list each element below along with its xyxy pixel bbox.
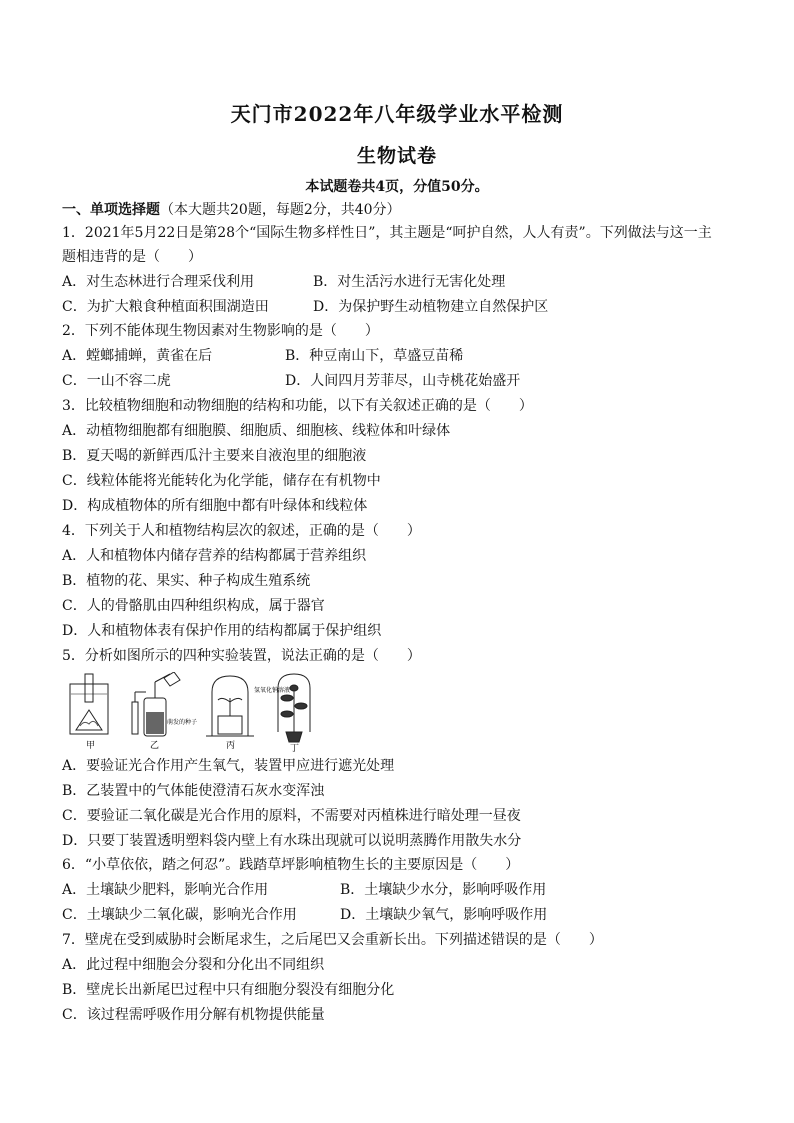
- q3-option-c: C．线粒体能将光能转化为化学能，储存在有机物中: [62, 473, 381, 489]
- q1-option-d: D．为保护野生动植物建立自然保护区: [313, 299, 549, 315]
- q6-option-c: C．土壤缺少二氧化碳，影响光合作用: [62, 907, 297, 923]
- q2-option-c: C．一山不容二虎: [62, 373, 171, 389]
- q3-option-b: B．夏天喝的新鲜西瓜汁主要来自液泡里的细胞液: [62, 448, 367, 464]
- q1-option-a: A．对生态林进行合理采伐利用: [62, 274, 255, 290]
- experiment-figure: [66, 672, 316, 752]
- q2-option-a: A．螳螂捕蝉，黄雀在后: [62, 348, 213, 364]
- q5-stem: 5．分析如图所示的四种实验装置，说法正确的是（ ）: [62, 648, 421, 664]
- q4-option-d: D．人和植物体表有保护作用的结构都属于保护组织: [62, 623, 382, 639]
- fig-label-bing: 丙: [226, 741, 236, 751]
- q1-option-b: B．对生活污水进行无害化处理: [313, 274, 506, 290]
- q5-option-a: A．要验证光合作用产生氧气，装置甲应进行遮光处理: [62, 758, 395, 774]
- fig-label-jia: 甲: [86, 741, 96, 751]
- exam-subtitle: 生物试卷: [356, 145, 437, 167]
- q4-stem: 4．下列关于人和植物结构层次的叙述，正确的是（ ）: [62, 523, 421, 539]
- fig-label-ding: 丁: [290, 744, 300, 752]
- q5-option-b: B．乙装置中的气体能使澄清石灰水变浑浊: [62, 783, 325, 799]
- q3-stem: 3．比较植物细胞和动物细胞的结构和功能，以下有关叙述正确的是（ ）: [62, 398, 533, 414]
- q2-stem: 2．下列不能体现生物因素对生物影响的是（ ）: [62, 323, 379, 339]
- q1-stem-line1: 1．2021年5月22日是第28个“国际生物多样性日”，其主题是“呵护自然，人人有责”。下列做法与这一主: [62, 225, 712, 241]
- fig-label-naoh: 氢氧化钠溶液: [254, 687, 291, 694]
- q7-option-a: A．此过程中细胞会分裂和分化出不同组织: [62, 957, 325, 973]
- q6-option-a: A．土壤缺少肥料，影响光合作用: [62, 882, 269, 898]
- q2-option-d: D．人间四月芳菲尽，山寺桃花始盛开: [285, 373, 521, 389]
- q7-stem: 7．壁虎在受到威胁时会断尾求生，之后尾巴又会重新长出。下列描述错误的是（ ）: [62, 932, 603, 948]
- q4-option-a: A．人和植物体内储存营养的结构都属于营养组织: [62, 548, 367, 564]
- q5-option-c: C．要验证二氧化碳是光合作用的原料，不需要对丙植株进行暗处理一昼夜: [62, 808, 521, 824]
- apparatus-ding: [278, 674, 310, 742]
- q4-option-c: C．人的骨骼肌由四种组织构成，属于器官: [62, 598, 325, 614]
- fig-label-seed: 萌发的种子: [167, 719, 198, 726]
- q1-option-c: C．为扩大粮食种植面积围湖造田: [62, 299, 269, 315]
- q1-stem-line2: 题相违背的是（ ）: [62, 249, 202, 265]
- q6-option-b: B．土壤缺少水分，影响呼吸作用: [340, 882, 547, 898]
- q3-option-a: A．动植物细胞都有细胞膜、细胞质、细胞核、线粒体和叶绿体: [62, 423, 451, 439]
- q3-option-d: D．构成植物体的所有细胞中都有叶绿体和线粒体: [62, 498, 368, 514]
- section-header: [62, 199, 401, 219]
- apparatus-yi: [132, 672, 180, 736]
- section-desc: （本大题共20题，每题2分，共40分）: [160, 202, 401, 218]
- q7-option-b: B．壁虎长出新尾巴过程中只有细胞分裂没有细胞分化: [62, 982, 395, 998]
- q6-option-d: D．土壤缺少氧气，影响呼吸作用: [340, 907, 548, 923]
- apparatus-bing: [206, 676, 254, 736]
- q7-option-c: C．该过程需呼吸作用分解有机物提供能量: [62, 1007, 325, 1023]
- q5-option-d: D．只要丁装置透明塑料袋内壁上有水珠出现就可以说明蒸腾作用散失水分: [62, 833, 522, 849]
- experiment-apparatus-svg: [66, 672, 316, 752]
- fig-label-yi: 乙: [150, 741, 160, 751]
- exam-title: 天门市2022年八年级学业水平检测: [230, 102, 564, 126]
- section-title: 一、单项选择题: [62, 202, 160, 218]
- apparatus-jia: [70, 674, 108, 734]
- exam-note: 本试题卷共4页，分值50分。: [305, 179, 489, 195]
- q6-stem: 6．“小草依依，踏之何忍”。践踏草坪影响植物生长的主要原因是（ ）: [62, 857, 520, 873]
- q2-option-b: B．种豆南山下，草盛豆苗稀: [285, 348, 464, 364]
- q4-option-b: B．植物的花、果实、种子构成生殖系统: [62, 573, 311, 589]
